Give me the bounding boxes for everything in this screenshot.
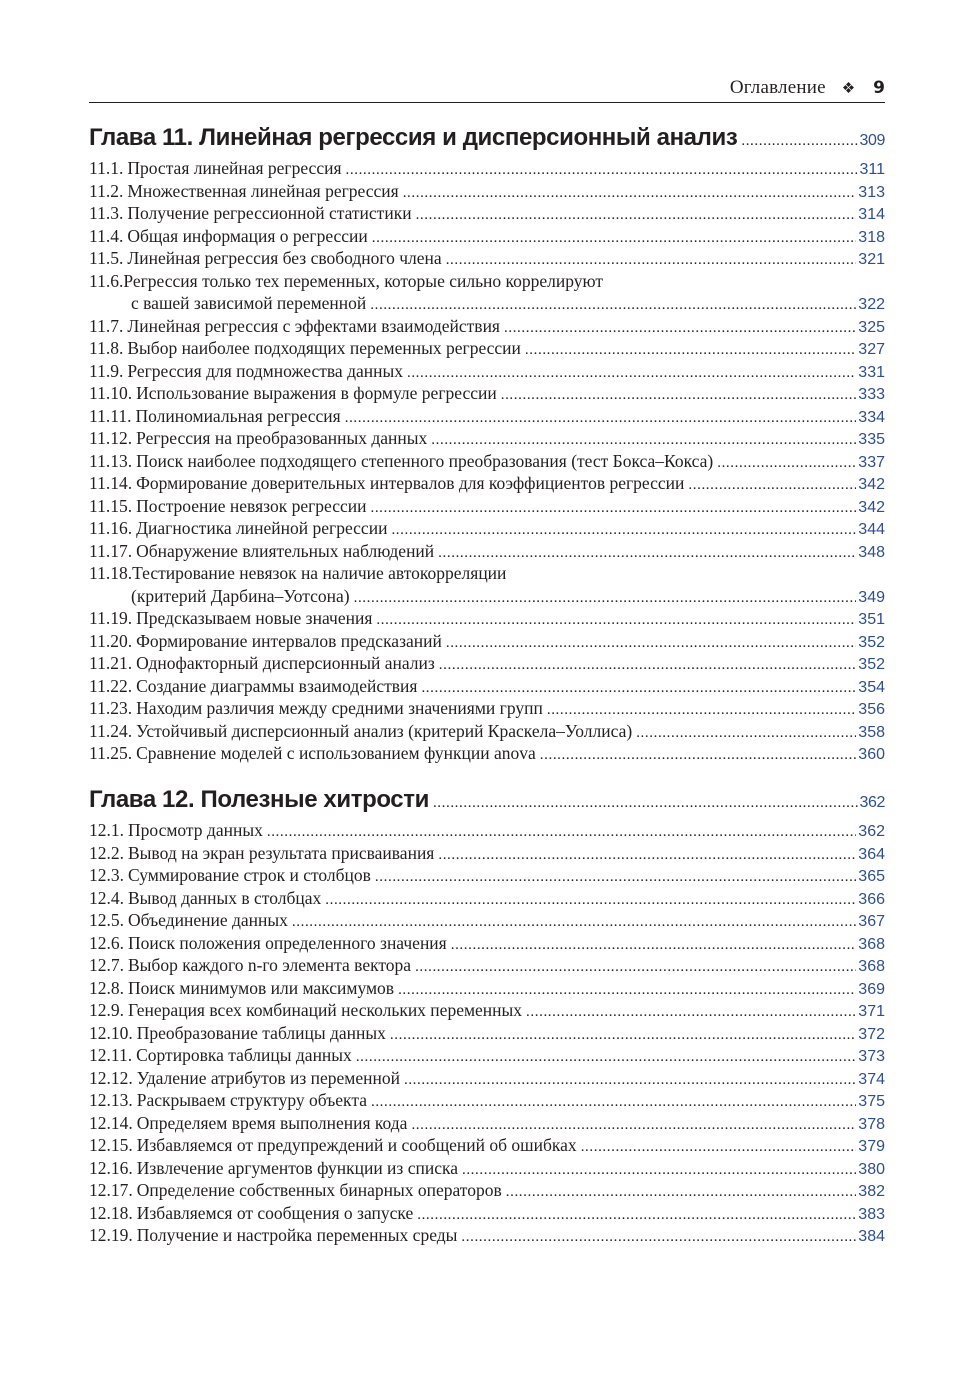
section-title[interactable]: Регрессия на преобразованных данных bbox=[136, 428, 428, 448]
dot-leader bbox=[421, 680, 856, 697]
toc-entry[interactable] bbox=[89, 226, 885, 249]
dot-leader bbox=[370, 297, 856, 314]
section-number: 12.13. bbox=[89, 1090, 133, 1110]
section-title[interactable]: Получение регрессионной статистики bbox=[127, 203, 412, 223]
toc-entry[interactable] bbox=[89, 1225, 885, 1248]
section-title[interactable]: Создание диаграммы взаимодействия bbox=[136, 675, 418, 696]
section-page-link[interactable]: 384 bbox=[858, 1228, 885, 1245]
toc-entry[interactable] bbox=[89, 248, 885, 271]
dot-leader bbox=[741, 133, 857, 150]
toc-entry[interactable] bbox=[89, 1158, 885, 1181]
section-title[interactable]: Определяем время выполнения кода bbox=[136, 1112, 408, 1133]
toc-chapter-12 bbox=[89, 786, 885, 1248]
dot-leader bbox=[411, 1117, 856, 1134]
dot-leader bbox=[416, 207, 857, 224]
toc-entry[interactable] bbox=[89, 865, 885, 888]
chapter-page-link[interactable]: 309 bbox=[859, 132, 885, 149]
section-number: 11.21. bbox=[89, 653, 133, 673]
toc-entry[interactable] bbox=[89, 316, 885, 339]
toc-entry[interactable] bbox=[89, 451, 885, 474]
section-title[interactable]: Формирование интервалов предсказаний bbox=[136, 630, 442, 651]
dot-leader bbox=[267, 824, 856, 841]
section-number: 12.17. bbox=[89, 1180, 133, 1200]
toc-entry[interactable] bbox=[89, 1090, 885, 1113]
section-number: 11.25. bbox=[89, 743, 133, 763]
section-page-link[interactable]: 380 bbox=[858, 1160, 885, 1178]
section-title[interactable]: Избавляемся от сообщения о запуске bbox=[136, 1202, 414, 1223]
section-page-link[interactable]: 311 bbox=[859, 161, 885, 178]
section-title[interactable]: Обнаружение влиятельных наблюдений bbox=[136, 540, 435, 561]
section-page-link[interactable]: 333 bbox=[858, 386, 885, 403]
section-title[interactable]: Определение собственных бинарных операторов bbox=[136, 1180, 502, 1200]
toc-entry-line-2 bbox=[89, 586, 885, 609]
dot-leader bbox=[371, 1094, 856, 1111]
section-number: 12.6. bbox=[89, 932, 124, 953]
section-page-link[interactable]: 342 bbox=[858, 476, 885, 493]
dot-leader bbox=[526, 1004, 856, 1021]
dot-leader bbox=[446, 252, 857, 269]
section-page-link[interactable]: 314 bbox=[858, 206, 885, 223]
toc-entry[interactable] bbox=[89, 541, 885, 564]
section-page-link[interactable]: 322 bbox=[858, 296, 885, 313]
section-page-link[interactable]: 344 bbox=[858, 521, 885, 538]
section-title[interactable]: Простая линейная регрессия bbox=[127, 158, 342, 178]
section-number: 12.18. bbox=[89, 1202, 133, 1223]
section-number: 12.4. bbox=[89, 887, 124, 908]
dot-leader bbox=[446, 635, 856, 652]
dot-leader bbox=[376, 612, 856, 629]
dot-leader bbox=[346, 162, 858, 179]
dot-leader bbox=[688, 477, 856, 494]
toc-entry[interactable] bbox=[89, 1023, 885, 1046]
section-title[interactable]: Генерация всех комбинаций нескольких переменных bbox=[128, 1000, 523, 1020]
section-page-link[interactable]: 366 bbox=[858, 890, 885, 908]
section-number: 11.12. bbox=[89, 428, 133, 448]
section-title[interactable]: Сортировка таблицы данных bbox=[136, 1045, 352, 1065]
section-title[interactable]: Регрессия для подмножества данных bbox=[127, 360, 403, 381]
toc-entry[interactable] bbox=[89, 743, 885, 766]
section-number: 11.23. bbox=[89, 698, 133, 718]
dot-leader bbox=[462, 1162, 856, 1179]
section-number: 11.20. bbox=[89, 630, 133, 651]
dot-leader bbox=[372, 230, 857, 247]
section-page-link[interactable]: 351 bbox=[858, 611, 885, 628]
dot-leader bbox=[636, 725, 856, 742]
section-page-link[interactable]: 318 bbox=[858, 228, 885, 246]
dot-leader bbox=[581, 1139, 857, 1156]
section-title[interactable]: Регрессия только тех переменных, которые сильно коррелируют bbox=[123, 270, 604, 291]
toc-entry[interactable] bbox=[89, 698, 885, 721]
section-page-link[interactable]: 369 bbox=[858, 980, 885, 998]
dot-leader bbox=[451, 937, 857, 954]
dot-leader bbox=[501, 387, 857, 404]
section-title[interactable]: Получение и настройка переменных среды bbox=[136, 1225, 458, 1245]
section-page-link[interactable]: 356 bbox=[858, 701, 885, 718]
toc-entry[interactable] bbox=[89, 518, 885, 541]
toc-entry[interactable] bbox=[89, 1203, 885, 1226]
toc-entry[interactable] bbox=[89, 361, 885, 384]
toc-entry[interactable] bbox=[89, 473, 885, 496]
section-page-link[interactable]: 382 bbox=[858, 1183, 885, 1200]
toc-entry-line-1 bbox=[89, 271, 885, 294]
section-page-link[interactable]: 337 bbox=[858, 453, 885, 471]
section-number: 11.8. bbox=[89, 338, 124, 358]
section-title[interactable]: Предсказываем новые значения bbox=[136, 608, 373, 628]
dot-leader bbox=[717, 455, 856, 472]
toc-entry[interactable] bbox=[89, 978, 885, 1001]
section-number: 12.14. bbox=[89, 1112, 133, 1133]
dot-leader bbox=[431, 432, 856, 449]
section-page-link[interactable]: 352 bbox=[858, 656, 885, 673]
section-page-link[interactable]: 367 bbox=[858, 913, 885, 930]
section-title[interactable]: Сравнение моделей с использованием функции anova bbox=[136, 743, 536, 763]
dot-leader bbox=[403, 185, 857, 202]
section-title[interactable]: Находим различия между средними значениями групп bbox=[136, 698, 543, 718]
toc-entry[interactable] bbox=[89, 676, 885, 699]
section-number: 12.11. bbox=[89, 1045, 133, 1065]
section-title-continued[interactable]: с вашей зависимой переменной bbox=[131, 293, 367, 313]
section-title[interactable]: Множественная линейная регрессия bbox=[127, 180, 399, 201]
section-number: 11.22. bbox=[89, 675, 133, 696]
toc-entry[interactable] bbox=[89, 338, 885, 361]
dot-leader bbox=[404, 1072, 856, 1089]
dot-leader bbox=[525, 342, 856, 359]
section-page-link[interactable]: 327 bbox=[858, 341, 885, 358]
section-title[interactable]: Суммирование строк и столбцов bbox=[128, 865, 371, 885]
section-title[interactable]: Объединение данных bbox=[128, 910, 288, 930]
section-page-link[interactable]: 321 bbox=[858, 251, 885, 268]
section-title[interactable]: Раскрываем структуру объекта bbox=[136, 1090, 367, 1110]
toc-entry[interactable] bbox=[89, 910, 885, 933]
section-page-link[interactable]: 335 bbox=[858, 431, 885, 448]
dot-leader bbox=[433, 795, 858, 812]
section-number: 12.3. bbox=[89, 865, 124, 885]
chapter-page-link[interactable]: 362 bbox=[859, 794, 885, 811]
section-number: 11.9. bbox=[89, 360, 124, 381]
section-title[interactable]: Использование выражения в формуле регрессии bbox=[136, 383, 497, 403]
section-number: 11.4. bbox=[89, 225, 124, 246]
section-page-link[interactable]: 313 bbox=[858, 183, 885, 201]
section-page-link[interactable]: 378 bbox=[858, 1115, 885, 1133]
section-number: 12.5. bbox=[89, 910, 124, 930]
dot-leader bbox=[438, 545, 856, 562]
section-title[interactable]: Выбор каждого n-го элемента вектора bbox=[128, 955, 412, 975]
section-title[interactable]: Устойчивый дисперсионный анализ (критерий Краскела–Уоллиса) bbox=[136, 720, 633, 741]
section-number: 11.2. bbox=[89, 180, 124, 201]
toc-entry[interactable] bbox=[89, 653, 885, 676]
toc-entry-line-1 bbox=[89, 563, 885, 586]
dot-leader bbox=[417, 1207, 856, 1224]
toc-entry[interactable] bbox=[89, 820, 885, 843]
section-page-link[interactable]: 371 bbox=[858, 1003, 885, 1020]
section-number: 12.16. bbox=[89, 1157, 133, 1178]
dot-leader bbox=[354, 590, 857, 607]
dot-leader bbox=[407, 365, 856, 382]
toc-entry-line-2 bbox=[89, 293, 885, 316]
section-number: 11.14. bbox=[89, 473, 133, 493]
section-number: 11.16. bbox=[89, 518, 133, 538]
toc-entry[interactable] bbox=[89, 608, 885, 631]
section-number: 11.11. bbox=[89, 405, 132, 426]
section-number: 11.3. bbox=[89, 203, 124, 223]
dot-leader bbox=[506, 1184, 857, 1201]
dot-leader bbox=[370, 500, 856, 517]
section-number: 12.9. bbox=[89, 1000, 124, 1020]
section-number: 12.15. bbox=[89, 1135, 133, 1155]
toc-entry[interactable] bbox=[89, 1135, 885, 1158]
dot-leader bbox=[547, 702, 856, 719]
running-head-title: Оглавление bbox=[729, 77, 826, 98]
section-number: 11.24. bbox=[89, 720, 133, 741]
toc-entry[interactable] bbox=[89, 158, 885, 181]
toc-entry[interactable] bbox=[89, 428, 885, 451]
toc-entry[interactable] bbox=[89, 181, 885, 204]
section-title[interactable]: Избавляемся от предупреждений и сообщений об ошибках bbox=[136, 1135, 577, 1155]
section-page-link[interactable]: 368 bbox=[858, 958, 885, 975]
toc-entry[interactable] bbox=[89, 843, 885, 866]
section-number: 11.17. bbox=[89, 540, 133, 561]
dot-leader bbox=[325, 892, 856, 909]
section-title[interactable]: Формирование доверительных интервалов для коэффициентов регрессии bbox=[136, 473, 685, 493]
section-page-link[interactable]: 352 bbox=[858, 633, 885, 651]
dot-leader bbox=[292, 914, 856, 931]
section-title[interactable]: Удаление атрибутов из переменной bbox=[136, 1067, 400, 1088]
section-number: 11.18. bbox=[89, 563, 133, 583]
toc-entry[interactable] bbox=[89, 721, 885, 744]
section-title[interactable]: Поиск минимумов или максимумов bbox=[128, 977, 395, 998]
toc-entry[interactable] bbox=[89, 1068, 885, 1091]
section-title[interactable]: Поиск положения определенного значения bbox=[128, 932, 447, 953]
section-number: 11.5. bbox=[89, 248, 124, 268]
section-title[interactable]: Просмотр данных bbox=[128, 820, 263, 840]
section-page-link[interactable]: 360 bbox=[858, 746, 885, 763]
dot-leader bbox=[390, 1027, 856, 1044]
dot-leader bbox=[461, 1229, 856, 1246]
section-title-continued[interactable]: (критерий Дарбина–Уотсона) bbox=[131, 585, 350, 606]
section-page-link[interactable]: 368 bbox=[858, 935, 885, 953]
section-number: 12.7. bbox=[89, 955, 124, 975]
section-page-link[interactable]: 362 bbox=[858, 823, 885, 840]
dot-leader bbox=[375, 869, 856, 886]
chapter-heading[interactable] bbox=[89, 786, 885, 820]
section-number: 11.15. bbox=[89, 495, 133, 516]
dot-leader bbox=[415, 959, 856, 976]
section-page-link[interactable]: 372 bbox=[858, 1025, 885, 1043]
toc-entry[interactable] bbox=[89, 406, 885, 429]
section-page-link[interactable]: 334 bbox=[858, 408, 885, 426]
section-title[interactable]: Построение невязок регрессии bbox=[136, 495, 367, 516]
ornament-icon: ❖ bbox=[841, 79, 856, 97]
toc-entry[interactable] bbox=[89, 1180, 885, 1203]
section-page-link[interactable]: 379 bbox=[858, 1138, 885, 1155]
dot-leader bbox=[356, 1049, 856, 1066]
section-title[interactable]: Вывод на экран результата присваивания bbox=[128, 842, 435, 863]
section-title[interactable]: Диагностика линейной регрессии bbox=[136, 518, 388, 538]
section-page-link[interactable]: 365 bbox=[858, 868, 885, 885]
dot-leader bbox=[391, 522, 856, 539]
toc-entry[interactable] bbox=[89, 496, 885, 519]
section-number: 12.1. bbox=[89, 820, 124, 840]
dot-leader bbox=[398, 982, 856, 999]
dot-leader bbox=[504, 320, 856, 337]
section-title[interactable]: Преобразование таблицы данных bbox=[136, 1022, 386, 1043]
section-page-link[interactable]: 331 bbox=[858, 363, 885, 381]
section-number: 11.13. bbox=[89, 450, 133, 471]
toc-entry[interactable] bbox=[89, 1113, 885, 1136]
section-title[interactable]: Тестирование невязок на наличие автокорреляции bbox=[132, 563, 507, 583]
section-number: 12.19. bbox=[89, 1225, 133, 1245]
chapter-title[interactable]: Глава 12. Полезные хитрости bbox=[89, 786, 429, 813]
section-title[interactable]: Линейная регрессия с эффектами взаимодействия bbox=[127, 315, 500, 336]
section-number: 11.7. bbox=[89, 315, 124, 336]
section-page-link[interactable]: 348 bbox=[858, 543, 885, 561]
toc-entry[interactable] bbox=[89, 383, 885, 406]
toc-entry[interactable] bbox=[89, 955, 885, 978]
toc-entry[interactable] bbox=[89, 1045, 885, 1068]
section-number: 11.10. bbox=[89, 383, 133, 403]
toc-entry[interactable] bbox=[89, 271, 885, 316]
section-number: 12.8. bbox=[89, 977, 124, 998]
section-title[interactable]: Выбор наиболее подходящих переменных регрессии bbox=[127, 338, 521, 358]
section-page-link[interactable]: 375 bbox=[858, 1093, 885, 1110]
running-head bbox=[89, 74, 885, 103]
dot-leader bbox=[439, 657, 857, 674]
dot-leader bbox=[540, 747, 857, 764]
section-title[interactable]: Поиск наиболее подходящего степенного преобразования (тест Бокса–Кокса) bbox=[136, 450, 714, 471]
chapter-title[interactable]: Глава 11. Линейная регрессия и дисперсионный анализ bbox=[89, 124, 738, 151]
section-page-link[interactable]: 358 bbox=[858, 723, 885, 741]
section-number: 12.10. bbox=[89, 1022, 133, 1043]
section-page-link[interactable]: 383 bbox=[858, 1205, 885, 1223]
toc-entry[interactable] bbox=[89, 631, 885, 654]
section-title[interactable]: Линейная регрессия без свободного члена bbox=[127, 248, 442, 268]
section-number: 11.6. bbox=[89, 270, 124, 291]
toc-entry[interactable] bbox=[89, 1000, 885, 1023]
section-page-link[interactable]: 374 bbox=[858, 1070, 885, 1088]
dot-leader bbox=[438, 847, 856, 864]
toc-entry[interactable] bbox=[89, 933, 885, 956]
section-page-link[interactable]: 364 bbox=[858, 845, 885, 863]
section-page-link[interactable]: 325 bbox=[858, 318, 885, 336]
section-page-link[interactable]: 373 bbox=[858, 1048, 885, 1065]
toc-chapter-11 bbox=[89, 124, 885, 766]
toc-entry[interactable] bbox=[89, 888, 885, 911]
page-number: 9 bbox=[873, 78, 885, 98]
section-number: 11.19. bbox=[89, 608, 133, 628]
section-page-link[interactable]: 354 bbox=[858, 678, 885, 696]
dot-leader bbox=[345, 410, 857, 427]
section-title[interactable]: Общая информация о регрессии bbox=[127, 225, 368, 246]
toc-entry[interactable] bbox=[89, 563, 885, 608]
section-page-link[interactable]: 349 bbox=[858, 588, 885, 606]
section-title[interactable]: Однофакторный дисперсионный анализ bbox=[136, 653, 435, 673]
section-title[interactable]: Извлечение аргументов функции из списка bbox=[136, 1157, 458, 1178]
section-number: 11.1. bbox=[89, 158, 124, 178]
section-title[interactable]: Полиномиальная регрессия bbox=[135, 405, 341, 426]
section-page-link[interactable]: 342 bbox=[858, 498, 885, 516]
section-number: 12.2. bbox=[89, 842, 124, 863]
section-number: 12.12. bbox=[89, 1067, 133, 1088]
section-title[interactable]: Вывод данных в столбцах bbox=[128, 887, 322, 908]
chapter-heading[interactable] bbox=[89, 124, 885, 158]
toc-entry[interactable] bbox=[89, 203, 885, 226]
